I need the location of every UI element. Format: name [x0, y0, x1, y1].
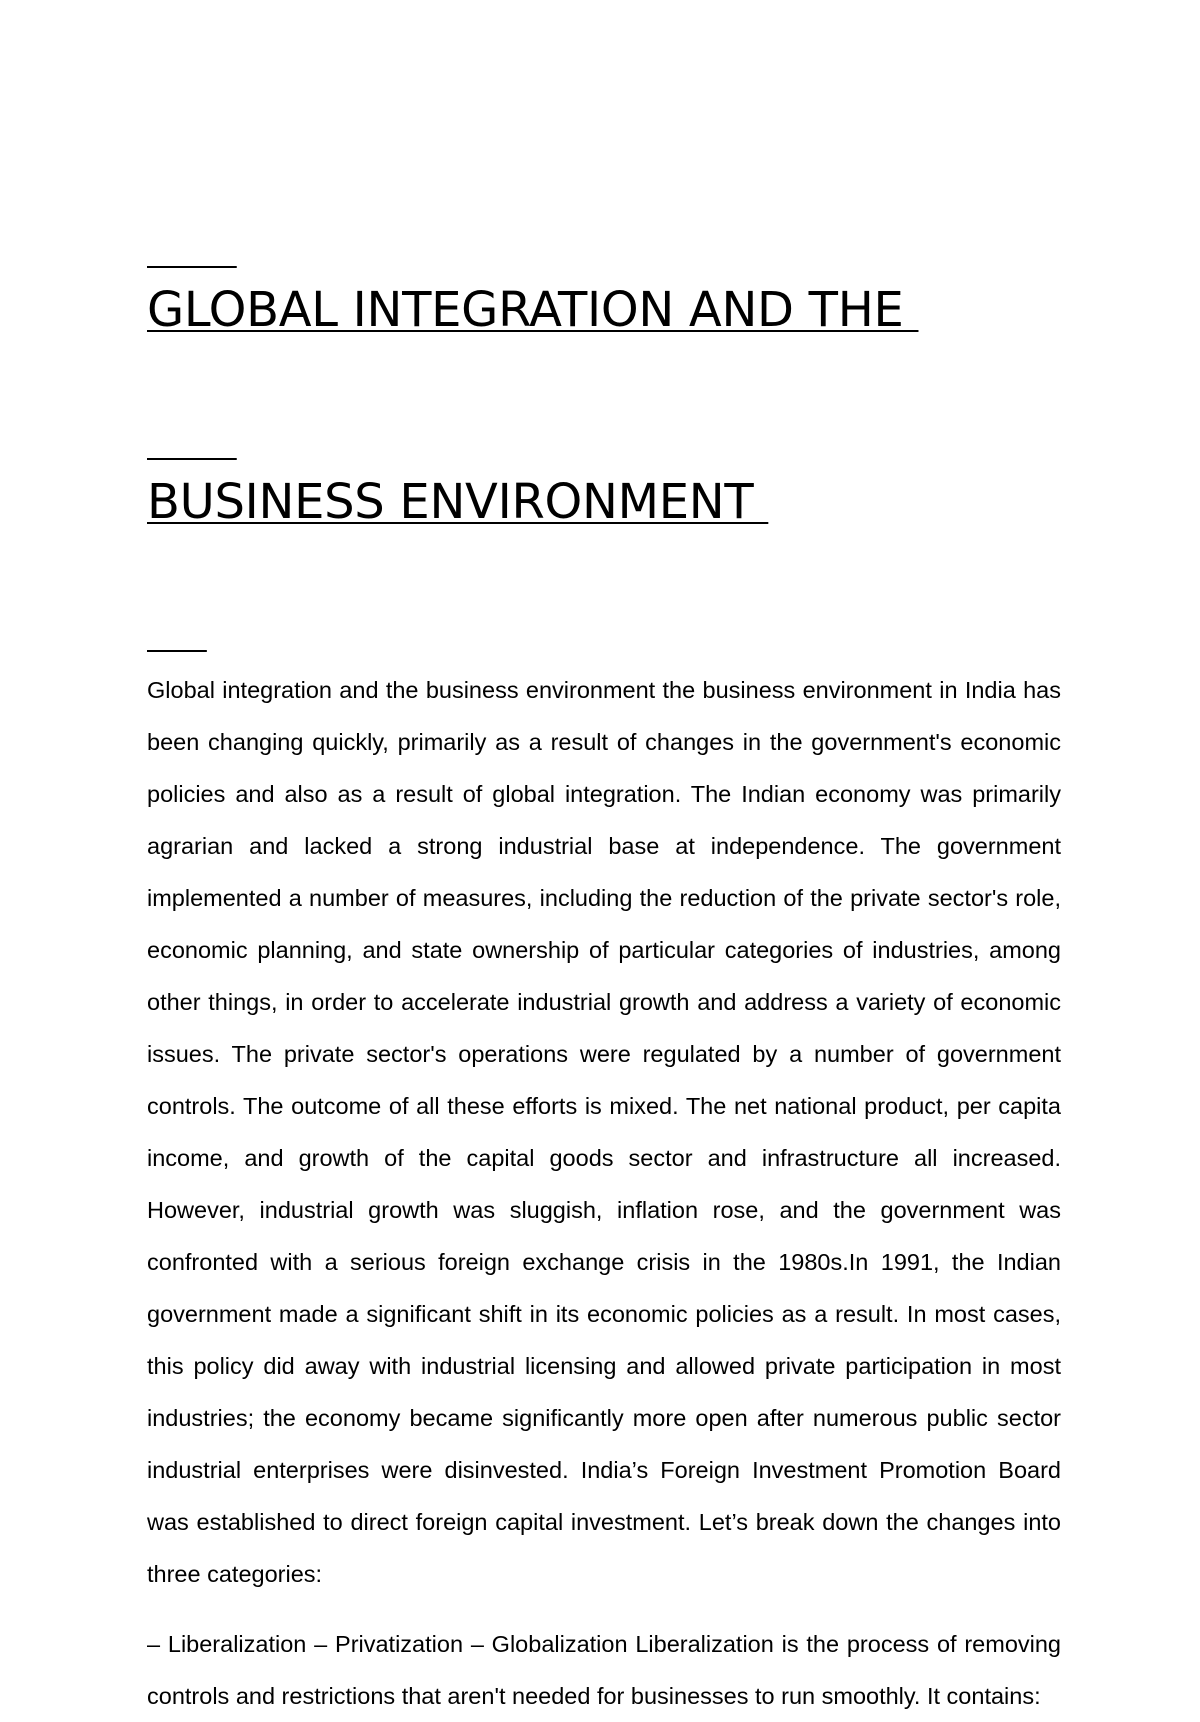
- body-paragraph-2: – Liberalization – Privatization – Globalization Liberalization is the process of removing controls and restrictions that aren't needed for businesses to run smoothly. It contains:: [147, 1631, 1061, 1709]
- document-title-line-2: BUSINESS ENVIRONMENT: [147, 474, 769, 530]
- document-title: [147, 150, 1061, 662]
- document-title-line-1: GLOBAL INTEGRATION AND THE: [147, 282, 919, 338]
- body-paragraph-1: Global integration and the business environment the business environment in India has been changing quickly, primarily as a result of changes in the government's economic policies and also as a result of global integration. The Indian economy was primarily agrarian and lacked a strong industrial base at independence. The government implemented a number of measures, including the reduction of the private sector's role, economic planning, and state ownership of particular categories of industries, among other things, in order to accelerate industrial growth and address a variety of economic issues. The private sector's operations were regulated by a number of government controls. The outcome of all these efforts is mixed. The net national product, per capita income, and growth of the capital goods sector and infrastructure all increased. However, industrial growth was sluggish, inflation rose, and the government was confronted with a serious foreign exchange crisis in the 1980s.In 1991, the Indian government made a significant shift in its economic policies as a result. In most cases, this policy did away with industrial licensing and allowed private participation in most industries; the economy became significantly more open after numerous public sector industrial enterprises were disinvested. India’s Foreign Investment Promotion Board was established to direct foreign capital investment. Let’s break down the changes into three categories:: [147, 677, 1061, 1587]
- document-body: [147, 150, 1061, 1722]
